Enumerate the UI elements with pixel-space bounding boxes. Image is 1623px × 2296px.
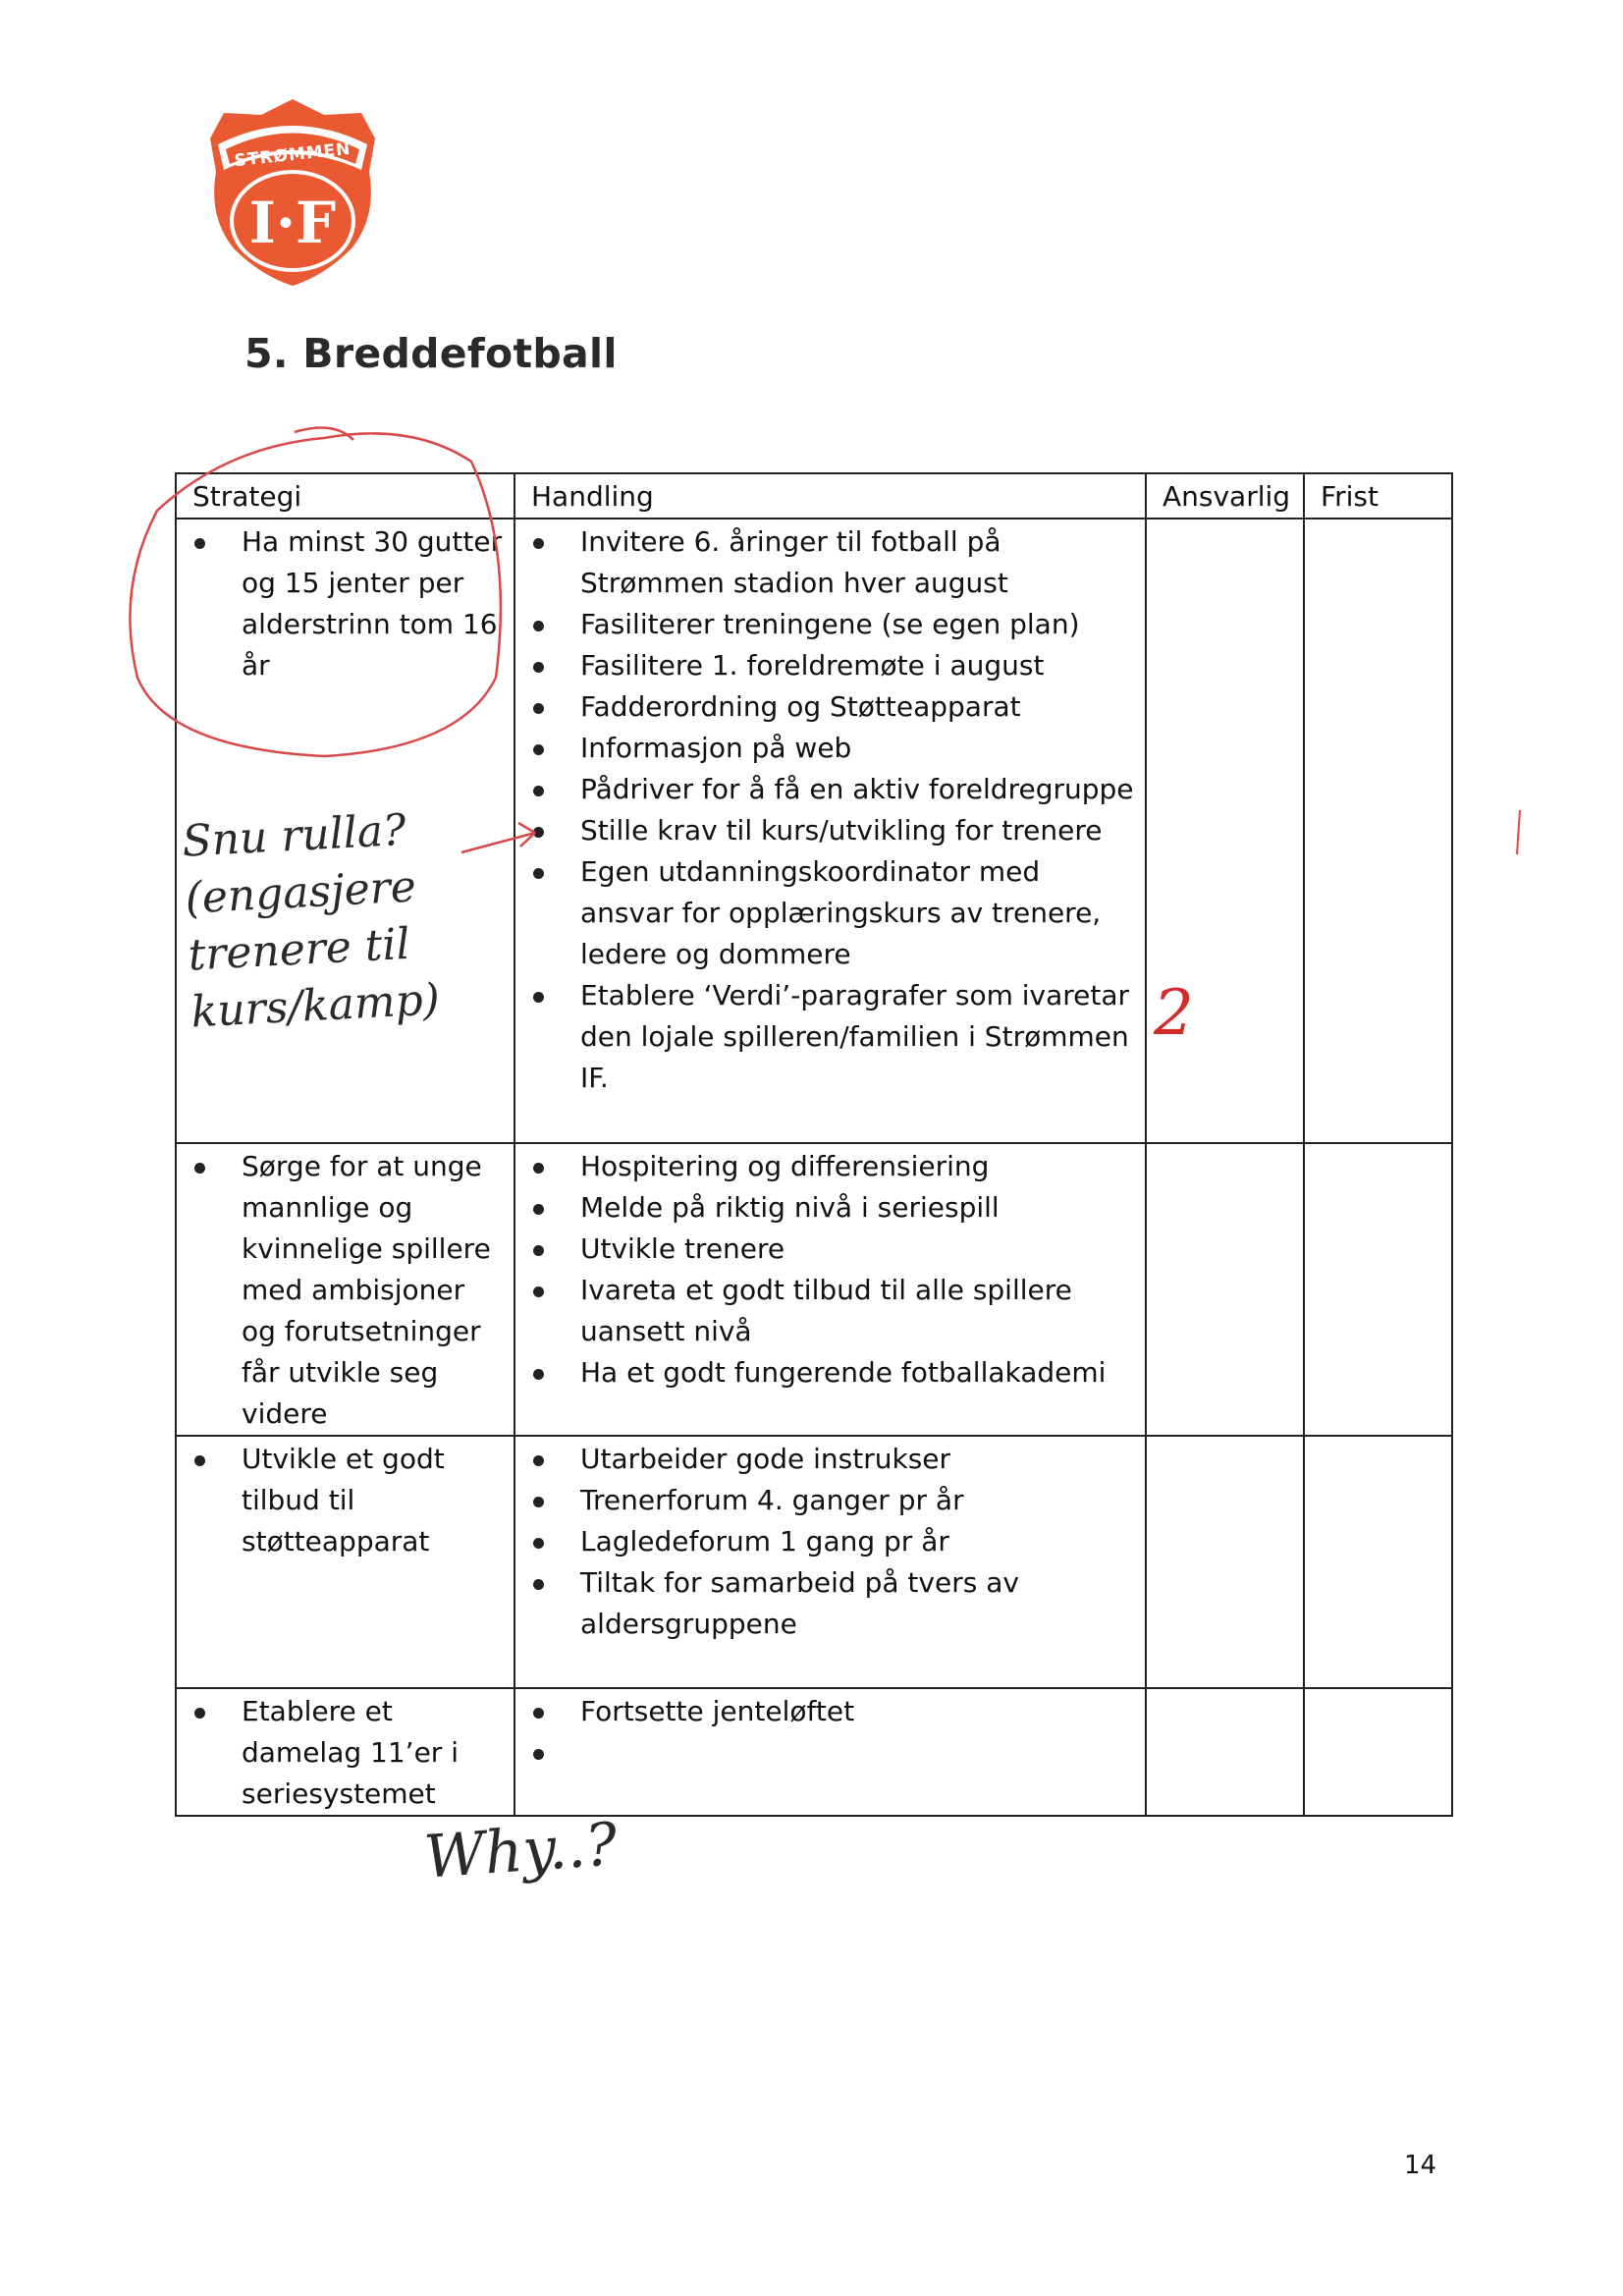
strategy-item: Sørge for at unge mannlige og kvinnelige spillere med ambisjoner og forutsetninger får utvikle seg videre (242, 1146, 506, 1435)
strategy-cell (176, 1143, 514, 1436)
frist-cell (1304, 1436, 1452, 1688)
action-item: Informasjon på web (580, 728, 1137, 769)
ansvarlig-cell (1146, 1143, 1304, 1436)
action-item: Tiltak for samarbeid på tvers av aldersgruppene (580, 1562, 1137, 1645)
action-cell (514, 1436, 1146, 1688)
table-row (176, 1143, 1452, 1436)
action-item: Utarbeider gode instrukser (580, 1439, 1137, 1480)
action-item: Ha et godt fungerende fotballakademi (580, 1352, 1137, 1394)
table-row (176, 1436, 1452, 1688)
frist-cell (1304, 519, 1452, 1143)
action-item: Fortsette jenteløftet (580, 1691, 1137, 1732)
action-item (580, 1732, 1137, 1774)
ansvarlig-cell (1146, 1688, 1304, 1816)
header-ansvarlig: Ansvarlig (1146, 473, 1304, 519)
header-frist: Frist (1304, 473, 1452, 519)
action-cell (514, 519, 1146, 1143)
logo-name-text: STRØMMEN (233, 138, 352, 172)
action-item: Melde på riktig nivå i seriespill (580, 1187, 1137, 1229)
handwritten-note: Snu rulla? (engasjere trenere til kurs/kamp) (181, 804, 442, 1038)
header-handling: Handling (514, 473, 1146, 519)
action-item: Utvikle trenere (580, 1229, 1137, 1270)
red-mark-annotation (1517, 810, 1520, 854)
action-item: Invitere 6. åringer til fotball på Strømmen stadion hver august (580, 521, 1137, 604)
action-item: Etablere ‘Verdi’-paragrafer som ivaretar den lojale spilleren/familien i Strømmen IF. (580, 975, 1137, 1099)
action-item: Fasiliterer treningene (se egen plan) (580, 604, 1137, 645)
club-logo (204, 95, 381, 288)
action-item: Hospitering og differensiering (580, 1146, 1137, 1187)
action-item: Trenerforum 4. ganger pr år (580, 1480, 1137, 1521)
table-row (176, 1688, 1452, 1816)
action-cell (514, 1688, 1146, 1816)
header-strategi: Strategi (176, 473, 514, 519)
action-item: Fasilitere 1. foreldremøte i august (580, 645, 1137, 686)
action-cell (514, 1143, 1146, 1436)
frist-cell (1304, 1688, 1452, 1816)
strategy-table (175, 472, 1453, 1817)
table-header-row (176, 473, 1452, 519)
handwritten-mark: 2 (1154, 977, 1194, 1050)
section-title: 5. Breddefotball (244, 330, 618, 377)
action-item: Ivareta et godt tilbud til alle spillere uansett nivå (580, 1270, 1137, 1352)
action-item: Lagledeforum 1 gang pr år (580, 1521, 1137, 1562)
action-item: Stille krav til kurs/utvikling for trenere (580, 810, 1137, 851)
ansvarlig-cell (1146, 1436, 1304, 1688)
strategy-item: Utvikle et godt tilbud til støtteapparat (242, 1439, 506, 1562)
logo-monogram: I·F (248, 190, 337, 256)
page-number: 14 (1404, 2151, 1437, 2180)
action-item: Egen utdanningskoordinator med ansvar for opplæringskurs av trenere, ledere og dommere (580, 851, 1137, 975)
action-item: Fadderordning og Støtteapparat (580, 686, 1137, 728)
action-item: Pådriver for å få en aktiv foreldregruppe (580, 769, 1137, 810)
strategy-item: Ha minst 30 gutter og 15 jenter per alderstrinn tom 16 år (242, 521, 506, 686)
strategy-cell (176, 1436, 514, 1688)
frist-cell (1304, 1143, 1452, 1436)
strategy-item: Etablere et damelag 11’er i seriesystemet (242, 1691, 506, 1815)
strategy-cell (176, 1688, 514, 1816)
handwritten-why: Why..? (421, 1810, 620, 1892)
